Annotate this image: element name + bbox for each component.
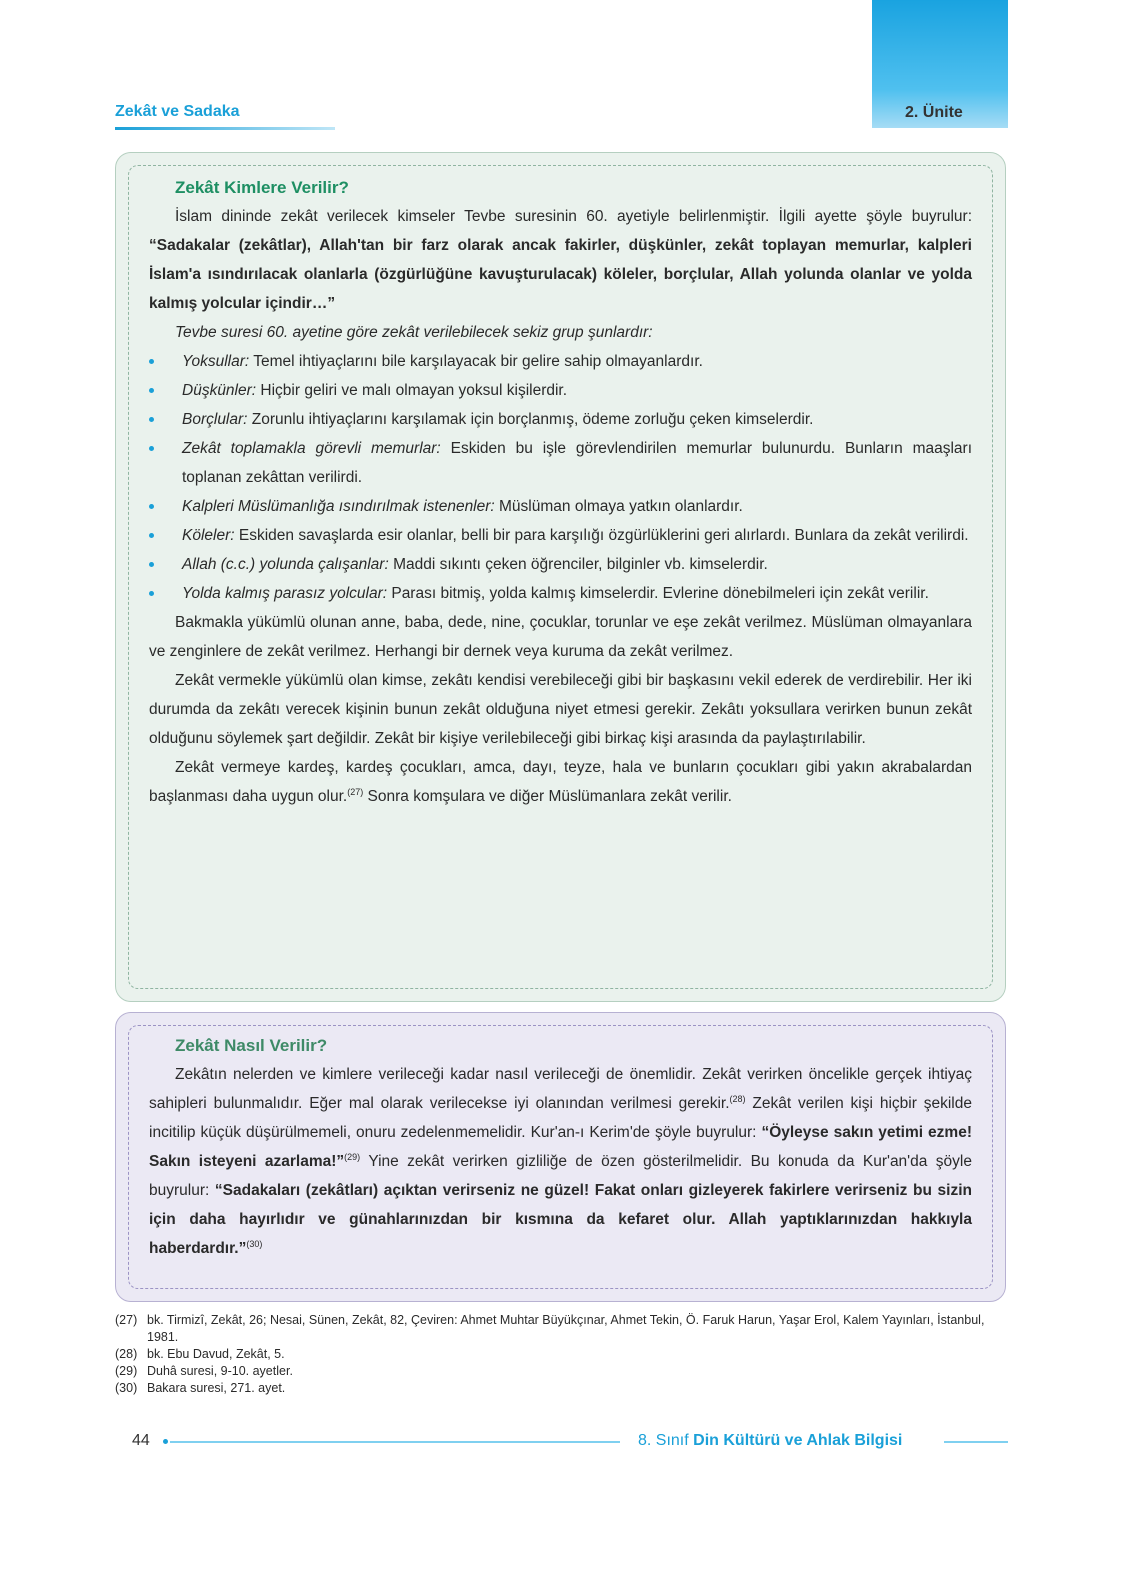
footnote-number: (27) — [115, 1313, 138, 1327]
group-term: Yoksullar: — [182, 353, 250, 370]
list-item — [149, 405, 972, 434]
footnote-number: (30) — [115, 1381, 138, 1395]
bullet-icon — [149, 562, 154, 567]
group-term: Kalpleri Müslümanlığa ısındırılmak istenenler: — [182, 498, 495, 515]
section-content — [149, 1031, 972, 1263]
group-term: Yolda kalmış parasız yolcular: — [182, 585, 388, 602]
footnote-text: bk. Ebu Davud, Zekât, 5. — [147, 1347, 285, 1361]
paragraph — [149, 753, 972, 811]
paragraph-text: Yine zekât verirken gizliliğe de özen gösterilmelidir. Bu konuda da Kur'an'da şöyle buyrulur: — [149, 1153, 972, 1199]
group-term: Zekât toplamakla görevli memurlar: — [182, 440, 441, 457]
section-box-who — [115, 152, 1006, 1002]
bullet-icon — [149, 388, 154, 393]
chapter-title: Zekât ve Sadaka — [115, 103, 240, 120]
paragraph-text: Sonra komşulara ve diğer Müslümanlara zekât verilir. — [363, 788, 732, 805]
footnote-number: (28) — [115, 1347, 138, 1361]
footnote-ref: (27) — [347, 786, 364, 797]
group-desc: Eskiden bu işle görevlendirilen memurlar bulunurdu. Bunların maaşları toplanan zekâttan verilirdi. — [182, 440, 973, 486]
list-item — [149, 550, 972, 579]
footnote-text: Bakara suresi, 271. ayet. — [147, 1381, 286, 1395]
footnote-ref: (29) — [344, 1151, 361, 1162]
section-heading: Zekât Kimlere Verilir? — [175, 178, 349, 197]
unit-label: 2. Ünite — [905, 104, 963, 121]
list-item — [149, 376, 972, 405]
paragraph-text: Zekâtın nelerden ve kimlere verileceği kadar nasıl verileceği de önemlidir. Zekât verirken öncelikle gerçek ihtiyaç sahipleri bulunmalıdır. Eğer mal olarak verilecekse iyi olanından verilmesi gerekir. — [149, 1066, 972, 1112]
list-item — [149, 347, 972, 376]
footnotes — [115, 1312, 1006, 1397]
paragraph — [149, 202, 972, 318]
group-desc: Temel ihtiyaçlarını bile karşılayacak bir gelire sahip olmayanlardır. — [249, 353, 703, 370]
footnote — [115, 1346, 1006, 1363]
footer-divider — [944, 1441, 1008, 1443]
section-content — [149, 173, 972, 811]
bullet-icon — [149, 359, 154, 364]
page-number: 44 — [132, 1432, 150, 1449]
group-desc: Hiçbir geliri ve malı olmayan yoksul kişilerdir. — [256, 382, 568, 399]
paragraph — [149, 1060, 972, 1263]
group-desc: Zorunlu ihtiyaçlarını karşılamak için borçlanmış, ödeme zorluğu çeken kimselerdir. — [247, 411, 814, 428]
paragraph-text: İslam dininde zekât verilecek kimseler Tevbe suresinin 60. ayetiyle belirlenmiştir. İlgili ayette şöyle buyrulur: — [175, 208, 972, 225]
recipient-groups-list — [149, 347, 972, 608]
footnote — [115, 1380, 1006, 1397]
group-term: Allah (c.c.) yolunda çalışanlar: — [182, 556, 389, 573]
section-box-how — [115, 1012, 1006, 1302]
list-item — [149, 434, 972, 492]
section-heading: Zekât Nasıl Verilir? — [175, 1036, 328, 1055]
group-term: Köleler: — [182, 527, 235, 544]
paragraph-text: Zekât verilen kişi hiçbir şekilde incitilip küçük düşürülmemeli, onuru zedelenmemelidir. Kur'an-ı Kerim'de şöyle buyrulur: — [149, 1095, 972, 1141]
group-desc: Müslüman olmaya yatkın olanlardır. — [494, 498, 743, 515]
chapter-underline — [115, 127, 335, 130]
footnote — [115, 1363, 1006, 1380]
list-item — [149, 492, 972, 521]
footer-divider — [170, 1441, 620, 1443]
verse-quote: “Sadakaları (zekâtları) açıktan verirseniz ne güzel! Fakat onları gizleyerek fakirlere verirseniz bu sizin için daha hayırlıdır ve günahlarınızdan bir kısmına da kefaret olur. Allah yaptıklarınızdan hakkıyla haberdardır.” — [149, 1182, 972, 1257]
list-item — [149, 521, 972, 550]
footnote-ref: (28) — [729, 1093, 746, 1104]
paragraph-text: Zekât vermeye kardeş, kardeş çocukları, amca, dayı, teyze, hala ve bunların çocukları gibi yakın akrabalardan başlanması daha uygun olur. — [149, 759, 972, 805]
bullet-icon — [149, 504, 154, 509]
footnote-text: bk. Tirmizî, Zekât, 26; Nesai, Sünen, Zekât, 82, Çeviren: Ahmet Muhtar Büyükçınar, Ahmet Tekin, Ö. Faruk Harun, Yaşar Erol, Kalem Yayınları, İstanbul, 1981. — [147, 1313, 985, 1344]
bullet-icon — [149, 591, 154, 596]
bullet-icon — [149, 417, 154, 422]
bullet-icon — [149, 446, 154, 451]
book-title — [638, 1432, 902, 1450]
group-desc: Eskiden savaşlarda esir olanlar, belli bir para karşılığı özgürlüklerini geri alırlardı. Bunlara da zekât verilirdi. — [234, 527, 969, 544]
footnote-text: Duhâ suresi, 9-10. ayetler. — [147, 1364, 293, 1378]
paragraph: Bakmakla yükümlü olunan anne, baba, dede, nine, çocuklar, torunlar ve eşe zekât verilmez. Müslüman olmayanlara ve zenginlere de zekât verilmez. Herhangi bir dernek veya kuruma da zekât verilmez. — [149, 614, 972, 660]
footer-dot-icon — [163, 1439, 168, 1444]
group-desc: Parası bitmiş, yolda kalmış kimselerdir. Evlerine dönebilmeleri için zekât verilir. — [387, 585, 929, 602]
bullet-icon — [149, 533, 154, 538]
list-intro: Tevbe suresi 60. ayetine göre zekât verilebilecek sekiz grup şunlardır: — [175, 324, 653, 341]
list-item — [149, 579, 972, 608]
book-grade: 8. Sınıf — [638, 1432, 694, 1449]
footnote — [115, 1312, 1006, 1346]
group-term: Borçlular: — [182, 411, 248, 428]
footnote-number: (29) — [115, 1364, 138, 1378]
book-name: Din Kültürü ve Ahlak Bilgisi — [693, 1432, 903, 1449]
group-desc: Maddi sıkıntı çeken öğrenciler, bilginler vb. kimselerdir. — [388, 556, 768, 573]
verse-quote: “Sadakalar (zekâtlar), Allah'tan bir farz olarak ancak fakirler, düşkünler, zekât toplayan memurlar, kalpleri İslam'a ısındırılacak olanlarla (özgürlüğüne kavuşturulacak) köleler, borçlular, Allah yolunda olanlar ve yolda kalmış yolcular içindir…” — [149, 237, 972, 312]
paragraph: Zekât vermekle yükümlü olan kimse, zekâtı kendisi verebileceği gibi bir başkasını vekil ederek de verdirebilir. Her iki durumda da zekâtı verecek kişinin bunun zekât olduğuna niyet etmesi gerekir. Zekâtı yoksullara verirken bunun zekât olduğunu söylemek şart değildir. Zekât bir kişiye verilebileceği gibi birkaç kişi arasında da paylaştırılabilir. — [149, 672, 972, 747]
group-term: Düşkünler: — [182, 382, 257, 399]
verse-quote: “Öyleyse sakın yetimi ezme! Sakın isteyeni azarlama!” — [149, 1124, 972, 1170]
footnote-ref: (30) — [246, 1238, 263, 1249]
